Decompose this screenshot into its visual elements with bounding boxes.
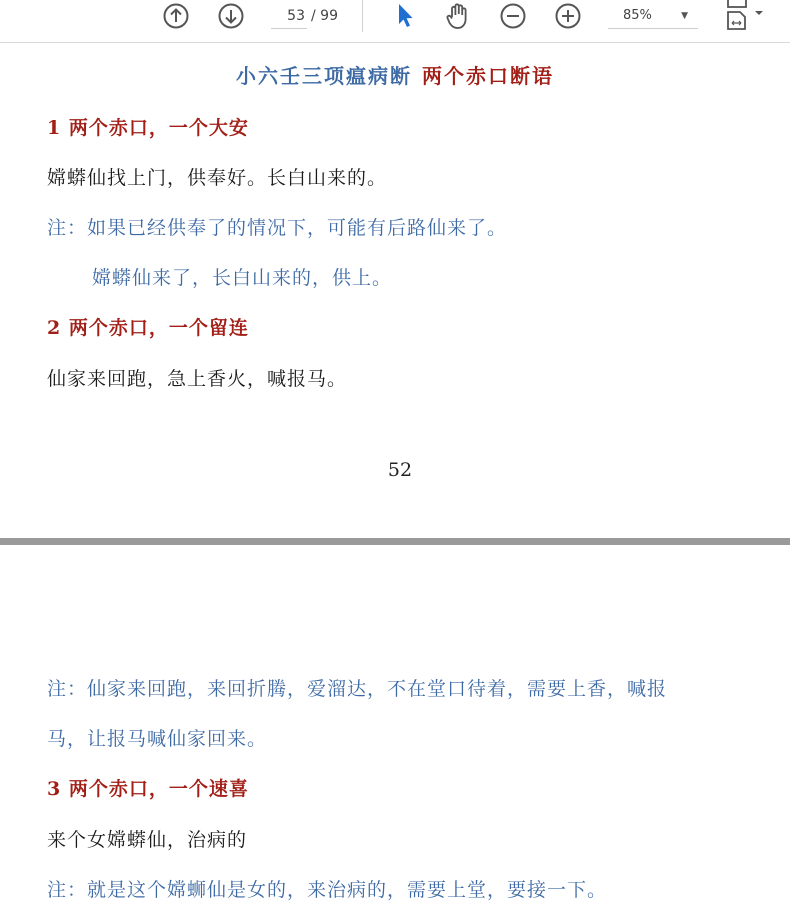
zoom-select[interactable] (608, 3, 698, 29)
item1-heading: 1 两个赤口，一个大安 (47, 117, 249, 139)
total-pages-label: / 99 (311, 8, 338, 24)
item2-text: 仙家来回跑，急上香火，喊报马。 (47, 368, 348, 390)
item3-note: 注：就是这个嫦蛳仙是女的，来治病的，需要上堂，要接一下。 (47, 879, 608, 901)
title-right: 两个赤口断语 (422, 64, 554, 88)
zoom-value: 85% (623, 8, 652, 23)
page-separator (0, 538, 790, 545)
zoom-in-icon[interactable] (553, 2, 583, 30)
item3-heading: 3 两个赤口，一个速喜 (47, 778, 249, 800)
chevron-down-icon: ▼ (681, 11, 688, 21)
item1-text: 嫦蟒仙找上门，供奉好。长白山来的。 (47, 167, 388, 189)
prev-page-icon[interactable] (161, 2, 191, 30)
pdf-toolbar (0, 0, 790, 43)
select-cursor-icon[interactable] (390, 2, 418, 30)
item3-text: 来个女嫦蟒仙，治病的 (47, 829, 248, 851)
item1-note-continued: 嫦蟒仙来了，长白山来的，供上。 (92, 267, 393, 289)
page-title (0, 60, 790, 89)
page-layout-icon[interactable] (722, 0, 770, 32)
item2-heading: 2 两个赤口，一个留连 (47, 317, 249, 339)
page-number: 52 (387, 459, 413, 481)
current-page-input[interactable]: 53 (271, 3, 307, 29)
item1-note: 注：如果已经供奉了的情况下，可能有后路仙来了。 (47, 217, 508, 239)
item2-note-line2: 马，让报马喊仙家回来。 (47, 728, 268, 750)
title-left: 小六壬三项瘟病断 (236, 64, 412, 88)
zoom-out-icon[interactable] (498, 2, 528, 30)
hand-tool-icon[interactable] (442, 2, 474, 30)
item2-note-line1: 注：仙家来回跑，来回折腾，爱溜达，不在堂口待着，需要上香，喊报 (47, 678, 668, 700)
next-page-icon[interactable] (216, 2, 246, 30)
toolbar-divider (362, 0, 363, 32)
